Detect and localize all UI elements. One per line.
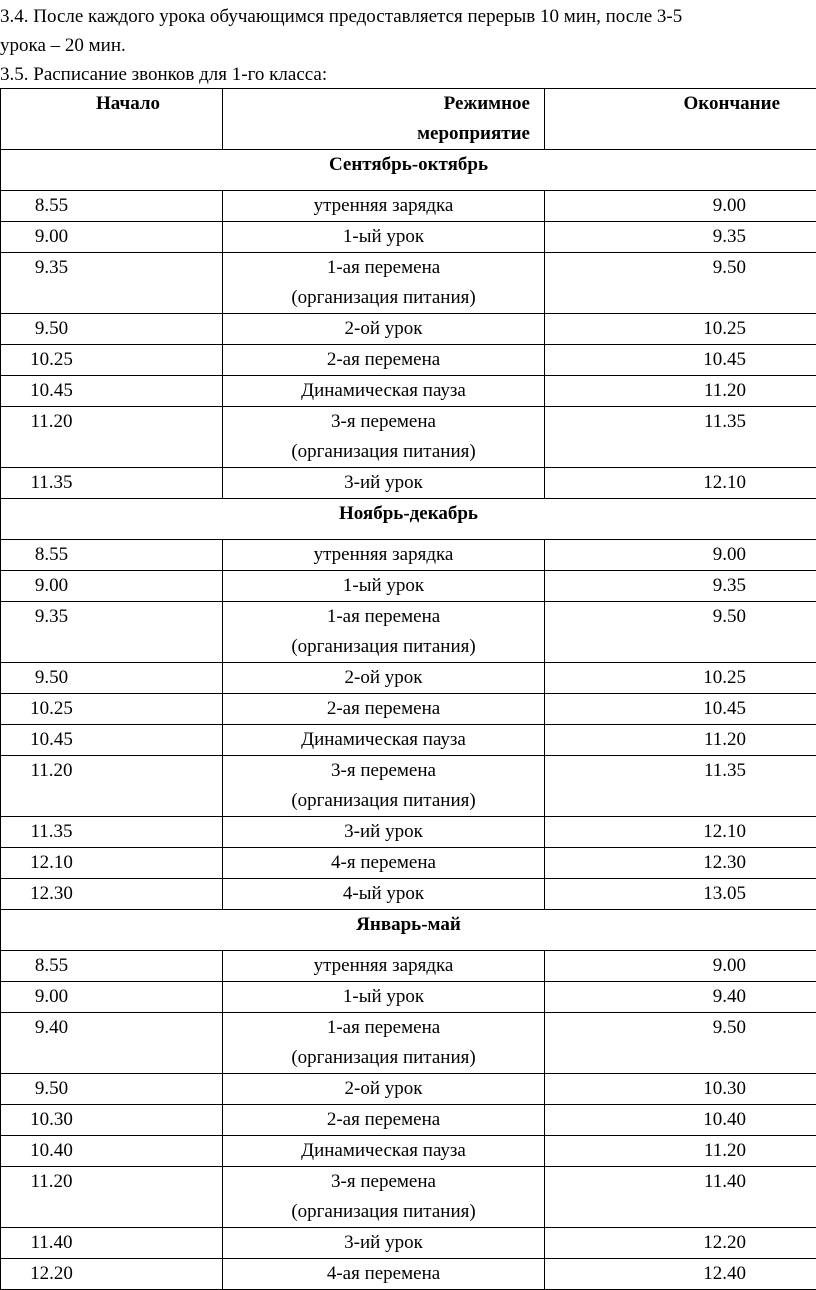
table-row xyxy=(1,982,816,1013)
start-time-cell: 9.40 xyxy=(1,1013,223,1074)
table-row xyxy=(1,571,816,602)
start-time-cell: 11.35 xyxy=(1,817,223,848)
end-time-cell: 10.45 xyxy=(545,694,816,725)
table-row xyxy=(1,191,816,222)
end-time-cell: 12.10 xyxy=(545,817,816,848)
table-row xyxy=(1,253,816,314)
activity-cell xyxy=(223,817,545,848)
start-time-cell: 9.00 xyxy=(1,571,223,602)
table-row xyxy=(1,756,816,817)
table-row xyxy=(1,879,816,910)
table-header-row xyxy=(1,89,816,150)
end-time-cell: 10.25 xyxy=(545,663,816,694)
activity-text: 2-ой урок xyxy=(345,318,423,339)
activity-note: (организация питания) xyxy=(291,636,475,657)
header-activity-line1: Режимное xyxy=(444,93,530,114)
table-row xyxy=(1,848,816,879)
start-time-cell: 10.45 xyxy=(1,376,223,407)
table-row xyxy=(1,1228,816,1259)
activity-text: 2-ой урок xyxy=(345,1078,423,1099)
activity-cell xyxy=(223,407,545,468)
table-row xyxy=(1,314,816,345)
header-activity-line2: мероприятие xyxy=(417,123,530,144)
end-time-cell: 9.40 xyxy=(545,982,816,1013)
activity-text: 1-ая перемена xyxy=(327,257,440,278)
activity-cell xyxy=(223,1074,545,1105)
section-header-row xyxy=(1,499,816,540)
start-time-cell: 8.55 xyxy=(1,191,223,222)
end-time-cell: 11.20 xyxy=(545,1136,816,1167)
header-activity xyxy=(223,89,545,150)
activity-text: 2-ая перемена xyxy=(327,349,440,370)
bell-schedule-table xyxy=(0,88,816,1290)
activity-text: 3-ий урок xyxy=(344,472,423,493)
activity-text: 3-я перемена xyxy=(331,1171,436,1192)
start-time-cell: 11.20 xyxy=(1,1167,223,1228)
activity-cell xyxy=(223,982,545,1013)
end-time-cell: 12.20 xyxy=(545,1228,816,1259)
end-time-cell: 9.50 xyxy=(545,602,816,663)
end-time-cell: 9.00 xyxy=(545,540,816,571)
activity-note: (организация питания) xyxy=(291,1201,475,1222)
start-time-cell: 9.50 xyxy=(1,314,223,345)
end-time-cell: 10.25 xyxy=(545,314,816,345)
end-time-cell: 9.00 xyxy=(545,191,816,222)
activity-cell xyxy=(223,222,545,253)
end-time-cell: 9.50 xyxy=(545,1013,816,1074)
start-time-cell: 9.35 xyxy=(1,253,223,314)
start-time-cell: 10.25 xyxy=(1,694,223,725)
start-time-cell: 8.55 xyxy=(1,951,223,982)
end-time-cell: 10.40 xyxy=(545,1105,816,1136)
table-row xyxy=(1,407,816,468)
start-time-cell: 9.00 xyxy=(1,222,223,253)
activity-cell xyxy=(223,1259,545,1290)
activity-cell xyxy=(223,1228,545,1259)
activity-text: 3-ий урок xyxy=(344,1232,423,1253)
table-row xyxy=(1,951,816,982)
activity-cell xyxy=(223,314,545,345)
start-time-cell: 11.40 xyxy=(1,1228,223,1259)
section-title: Сентябрь-октябрь xyxy=(1,150,816,191)
start-time-cell: 12.30 xyxy=(1,879,223,910)
table-row xyxy=(1,725,816,756)
end-time-cell: 11.40 xyxy=(545,1167,816,1228)
end-time-cell: 13.05 xyxy=(545,879,816,910)
activity-text: 1-ая перемена xyxy=(327,1017,440,1038)
table-row xyxy=(1,345,816,376)
activity-text: 2-ая перемена xyxy=(327,698,440,719)
table-row xyxy=(1,817,816,848)
end-time-cell: 10.45 xyxy=(545,345,816,376)
activity-cell xyxy=(223,848,545,879)
end-time-cell: 12.30 xyxy=(545,848,816,879)
end-time-cell: 12.10 xyxy=(545,468,816,499)
start-time-cell: 10.25 xyxy=(1,345,223,376)
activity-cell xyxy=(223,540,545,571)
activity-text: 4-ая перемена xyxy=(327,1263,440,1284)
table-row xyxy=(1,222,816,253)
activity-text: 1-ая перемена xyxy=(327,606,440,627)
start-time-cell: 12.10 xyxy=(1,848,223,879)
activity-note: (организация питания) xyxy=(291,1047,475,1068)
header-end: Окончание xyxy=(545,89,816,150)
table-row xyxy=(1,694,816,725)
activity-text: 3-ий урок xyxy=(344,821,423,842)
activity-text: Динамическая пауза xyxy=(301,380,466,401)
activity-cell xyxy=(223,571,545,602)
table-row xyxy=(1,1013,816,1074)
start-time-cell: 11.35 xyxy=(1,468,223,499)
activity-cell xyxy=(223,879,545,910)
table-row xyxy=(1,376,816,407)
activity-cell xyxy=(223,345,545,376)
table-row xyxy=(1,468,816,499)
start-time-cell: 9.35 xyxy=(1,602,223,663)
table-row xyxy=(1,663,816,694)
activity-note: (организация питания) xyxy=(291,790,475,811)
end-time-cell: 9.35 xyxy=(545,222,816,253)
activity-cell xyxy=(223,191,545,222)
start-time-cell: 12.20 xyxy=(1,1259,223,1290)
activity-text: Динамическая пауза xyxy=(301,1140,466,1161)
start-time-cell: 10.40 xyxy=(1,1136,223,1167)
activity-cell xyxy=(223,1167,545,1228)
paragraph-3-4-line1: 3.4. После каждого урока обучающимся предоставляется перерыв 10 мин, после 3-5 xyxy=(0,2,682,31)
activity-cell xyxy=(223,694,545,725)
activity-cell xyxy=(223,951,545,982)
section-title: Январь-май xyxy=(1,910,816,951)
activity-text: 2-ая перемена xyxy=(327,1109,440,1130)
activity-cell xyxy=(223,602,545,663)
end-time-cell: 12.40 xyxy=(545,1259,816,1290)
table-row xyxy=(1,1105,816,1136)
section-title: Ноябрь-декабрь xyxy=(1,499,816,540)
activity-text: 3-я перемена xyxy=(331,411,436,432)
table-row xyxy=(1,1074,816,1105)
activity-text: утренняя зарядка xyxy=(314,195,454,216)
table-row xyxy=(1,540,816,571)
table-row xyxy=(1,1259,816,1290)
activity-note: (организация питания) xyxy=(291,441,475,462)
end-time-cell: 9.35 xyxy=(545,571,816,602)
activity-cell xyxy=(223,725,545,756)
activity-text: 4-ый урок xyxy=(343,883,424,904)
end-time-cell: 11.20 xyxy=(545,376,816,407)
table-row xyxy=(1,1167,816,1228)
activity-cell xyxy=(223,756,545,817)
start-time-cell: 8.55 xyxy=(1,540,223,571)
header-start: Начало xyxy=(1,89,223,150)
activity-text: 4-я перемена xyxy=(331,852,436,873)
start-time-cell: 9.50 xyxy=(1,663,223,694)
paragraph-3-5: 3.5. Расписание звонков для 1-го класса: xyxy=(0,60,327,89)
activity-cell xyxy=(223,253,545,314)
start-time-cell: 10.30 xyxy=(1,1105,223,1136)
activity-text: Динамическая пауза xyxy=(301,729,466,750)
activity-cell xyxy=(223,376,545,407)
activity-cell xyxy=(223,468,545,499)
table-row xyxy=(1,602,816,663)
start-time-cell: 10.45 xyxy=(1,725,223,756)
end-time-cell: 11.35 xyxy=(545,756,816,817)
end-time-cell: 11.20 xyxy=(545,725,816,756)
end-time-cell: 9.50 xyxy=(545,253,816,314)
section-header-row xyxy=(1,150,816,191)
activity-text: 1-ый урок xyxy=(343,986,424,1007)
table-row xyxy=(1,1136,816,1167)
activity-text: 1-ый урок xyxy=(343,226,424,247)
activity-cell xyxy=(223,1013,545,1074)
activity-text: утренняя зарядка xyxy=(314,544,454,565)
start-time-cell: 11.20 xyxy=(1,756,223,817)
activity-text: 3-я перемена xyxy=(331,760,436,781)
paragraph-3-4-line2: урока – 20 мин. xyxy=(0,31,126,60)
activity-text: 2-ой урок xyxy=(345,667,423,688)
end-time-cell: 11.35 xyxy=(545,407,816,468)
activity-cell xyxy=(223,1105,545,1136)
activity-note: (организация питания) xyxy=(291,287,475,308)
start-time-cell: 11.20 xyxy=(1,407,223,468)
activity-cell xyxy=(223,663,545,694)
start-time-cell: 9.00 xyxy=(1,982,223,1013)
start-time-cell: 9.50 xyxy=(1,1074,223,1105)
end-time-cell: 9.00 xyxy=(545,951,816,982)
end-time-cell: 10.30 xyxy=(545,1074,816,1105)
activity-text: 1-ый урок xyxy=(343,575,424,596)
section-header-row xyxy=(1,910,816,951)
activity-cell xyxy=(223,1136,545,1167)
activity-text: утренняя зарядка xyxy=(314,955,454,976)
